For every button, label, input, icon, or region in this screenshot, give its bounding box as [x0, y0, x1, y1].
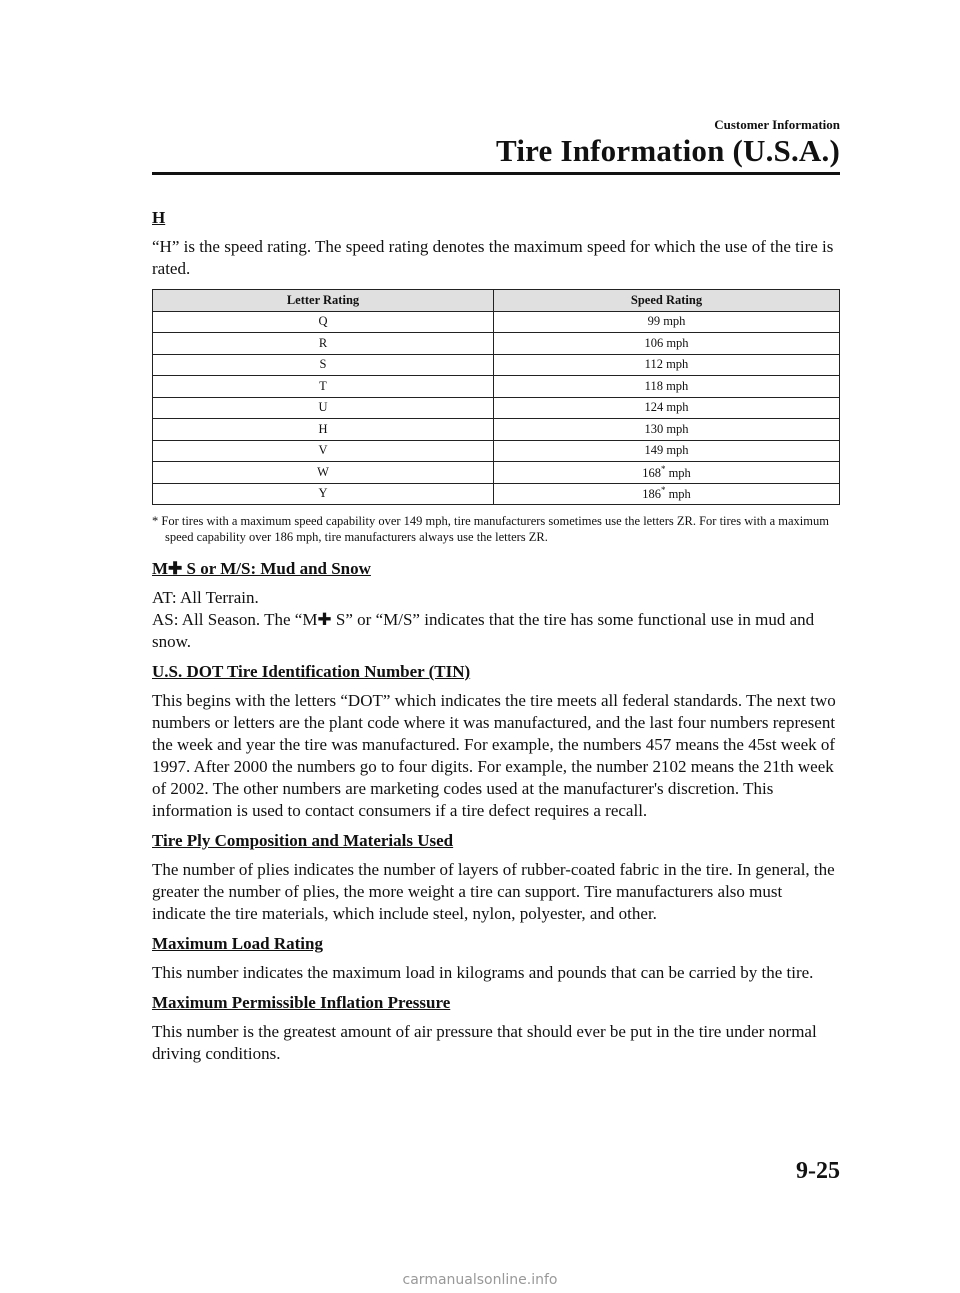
max-pressure-heading: Maximum Permissible Inflation Pressure: [152, 993, 451, 1012]
table-row: [153, 419, 840, 441]
speed-cell: [494, 483, 840, 505]
table-row: [153, 440, 840, 462]
section-label: Customer Information: [714, 117, 840, 132]
site-watermark: carmanualsonline.info: [402, 1272, 558, 1288]
table-row: [153, 397, 840, 419]
letter-cell: T: [153, 376, 494, 398]
footnote-marker: *: [660, 463, 666, 474]
max-load-text: This number indicates the maximum load in kilograms and pounds that can be carried by the tire.: [152, 963, 814, 982]
table-row: [153, 311, 840, 333]
dot-tin-heading: U.S. DOT Tire Identification Number (TIN): [152, 662, 471, 681]
letter-cell: H: [153, 419, 494, 441]
table-row: [153, 462, 840, 484]
table-header-row: [153, 290, 840, 312]
speed-unit: mph: [665, 465, 691, 480]
speed-cell: 106 mph: [494, 333, 840, 355]
dot-tin-text: This begins with the letters “DOT” which indicates the tire meets all federal standards. The next two numbers or letters are the plant code where it was manufactured, and the last four numbers represent the week and year the tire was manufactured. For example, the numbers 457 means the 45st week of 1997. After 2000 the numbers go to four digits. For example, the number 2102 means the 21th week of 2002. The other numbers are marketing codes used at the manufacturer's discretion. This information is used to contact consumers if a tire defect requires a recall.: [152, 691, 836, 820]
all-season-text: AS: All Season. The “M✚ S” or “M/S” indicates that the tire has some functional use in mud and snow.: [152, 610, 815, 651]
speed-cell: 99 mph: [494, 311, 840, 333]
speed-value: 186: [642, 487, 661, 502]
letter-cell: S: [153, 354, 494, 376]
speed-rating-table: [152, 289, 840, 505]
max-pressure-text: This number is the greatest amount of air pressure that should ever be put in the tire under normal driving conditions.: [152, 1022, 817, 1063]
table-row: [153, 483, 840, 505]
table-row: [153, 376, 840, 398]
speed-cell: 130 mph: [494, 419, 840, 441]
column-header-speed: Speed Rating: [494, 290, 840, 312]
speed-cell: [494, 462, 840, 484]
ply-composition-heading: Tire Ply Composition and Materials Used: [152, 831, 454, 850]
mud-snow-heading: M✚ S or M/S: Mud and Snow: [152, 559, 371, 578]
ply-composition-text: The number of plies indicates the number of layers of rubber-coated fabric in the tire. In general, the greater the number of plies, the more weight a tire can support. Tire manufacturers also must indicate the tire materials, which include steel, nylon, polyester, and other.: [152, 860, 835, 923]
speed-cell: 118 mph: [494, 376, 840, 398]
speed-rating-text: “H” is the speed rating. The speed rating denotes the maximum speed for which the use of the tire is rated.: [152, 237, 834, 278]
all-terrain-text: AT: All Terrain.: [152, 588, 259, 607]
page-number: 9-25: [796, 1158, 840, 1184]
footnote-marker: *: [660, 485, 666, 496]
max-load-heading: Maximum Load Rating: [152, 934, 323, 953]
speed-cell: 112 mph: [494, 354, 840, 376]
letter-cell: W: [153, 462, 494, 484]
letter-cell: Y: [153, 483, 494, 505]
page-content: [152, 208, 840, 1074]
speed-unit: mph: [665, 487, 691, 502]
table-footnote: * For tires with a maximum speed capability over 149 mph, tire manufacturers sometimes use the letters ZR. For tires with a maximum speed capability over 186 mph, tire manufacturers always use the letters ZR.: [152, 514, 829, 544]
speed-value: 168: [642, 465, 661, 480]
letter-cell: R: [153, 333, 494, 355]
letter-cell: V: [153, 440, 494, 462]
table-row: [153, 333, 840, 355]
table-row: [153, 354, 840, 376]
speed-rating-heading: H: [152, 208, 166, 227]
page-title: Tire Information (U.S.A.): [496, 133, 840, 168]
speed-cell: 149 mph: [494, 440, 840, 462]
header-rule: [152, 172, 840, 175]
letter-cell: Q: [153, 311, 494, 333]
speed-cell: 124 mph: [494, 397, 840, 419]
column-header-letter: Letter Rating: [153, 290, 494, 312]
letter-cell: U: [153, 397, 494, 419]
